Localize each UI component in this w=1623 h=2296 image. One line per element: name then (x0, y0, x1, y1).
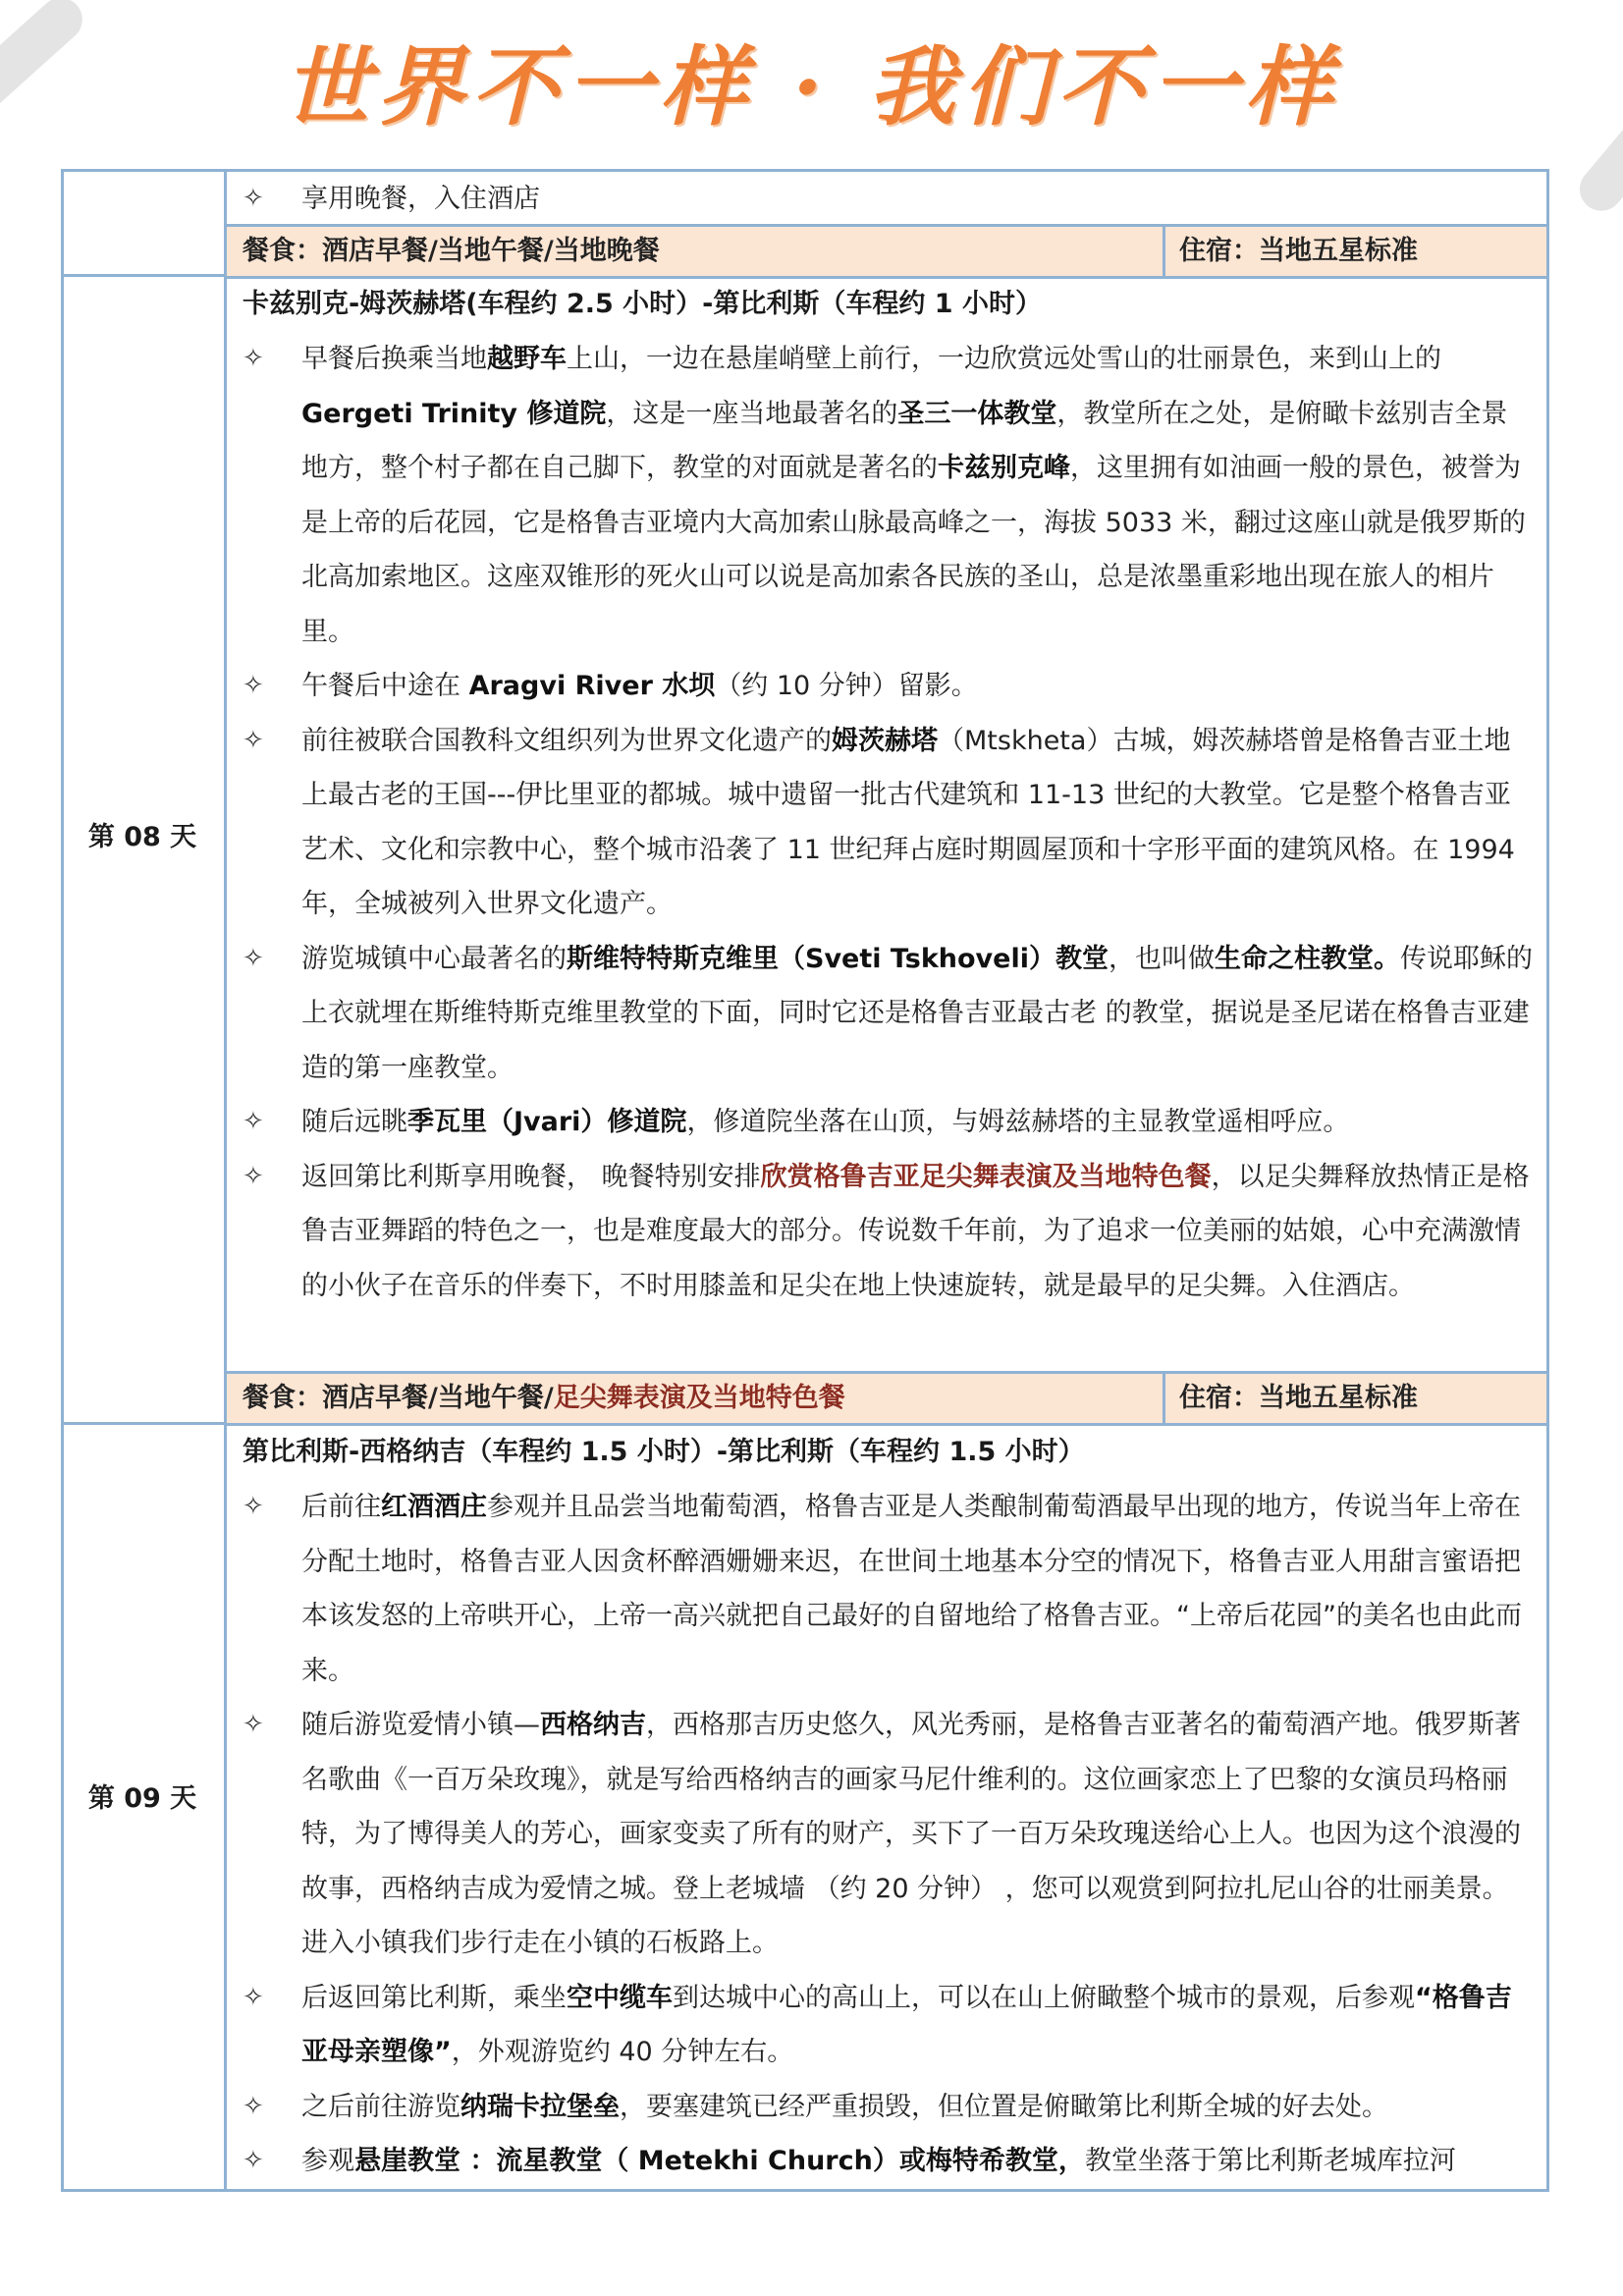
diamond-bullet-icon: ✧ (243, 1710, 264, 1739)
list-item: ✧ 后前往红酒酒庄参观并且品尝当地葡萄酒，格鲁吉亚是人类酿制葡萄酒最早出现的地方，传说当年上帝在分配土地时，格鲁吉亚人因贪杯醉酒姗姗来迟，在世间土地基本分空的情况下，格鲁吉亚人用甜言蜜语把本该发怒的上帝哄开心，上帝一高兴就把自己最好的自留地给了格鲁吉亚。“上帝后花园”的美名也由此而来。 (227, 1480, 1546, 1698)
meals-label: 餐食：酒店早餐/当地午餐/足尖舞表演及当地特色餐 (243, 1383, 845, 1413)
diamond-bullet-icon: ✧ (243, 943, 264, 973)
day08-content (227, 277, 1546, 1313)
day-cell-empty (61, 169, 227, 277)
diamond-bullet-icon: ✧ (243, 671, 264, 700)
list-item: ✧ 早餐后换乘当地越野车上山，一边在悬崖峭壁上前行，一边欣赏远处雪山的壮丽景色，来到山上的Gergeti Trinity 修道院，这是一座当地最著名的圣三一体教堂，教堂所在之处，是俯瞰卡兹别吉全景地方，整个村子都在自己脚下，教堂的对面就是著名的卡兹别克峰，这里拥有如油画一般的景色，被誉为是上帝的后花园，它是格鲁吉亚境内大高加索山脉最高峰之一，海拔 5033 米，翻过这座山就是俄罗斯的北高加索地区。这座双锥形的死火山可以说是高加索各民族的圣山，总是浓墨重彩地出现在旅人的相片里。 (227, 332, 1546, 659)
lodging-label: 住宿：当地五星标准 (1179, 236, 1418, 266)
list-item: ✧ 返回第比利斯享用晚餐， 晚餐特别安排欣赏格鲁吉亚足尖舞表演及当地特色餐，以足尖舞释放热情正是格鲁吉亚舞蹈的特色之一，也是难度最大的部分。传说数千年前，为了追求一位美丽的姑娘，心中充满激情的小伙子在音乐的伴奏下，不时用膝盖和足尖在地上快速旋转，就是最早的足尖舞。入住酒店。 (227, 1150, 1546, 1314)
list-item: ✧ 前往被联合国教科文组织列为世界文化遗产的姆茨赫塔（Mtskheta）古城，姆茨赫塔曾是格鲁吉亚土地上最古老的王国---伊比里亚的都城。城中遗留一批古代建筑和 11-13 世纪的大教堂。它是整个格鲁吉亚艺术、文化和宗教中心，整个城市沿袭了 11 世纪拜占庭时期圆屋顶和十字形平面的建筑风格。在 1994 年，全城被列入世界文化遗产。 (227, 714, 1546, 932)
route-title: 第比利斯-西格纳吉（车程约 1.5 小时）-第比利斯（车程约 1.5 小时） (243, 1437, 1085, 1467)
diamond-bullet-icon: ✧ (243, 184, 264, 213)
list-item: ✧ 后返回第比利斯，乘坐空中缆车到达城中心的高山上，可以在山上俯瞰整个城市的景观，后参观“格鲁吉亚母亲塑像”，外观游览约 40 分钟左右。 (227, 1971, 1546, 2080)
itinerary-table (61, 169, 1549, 2192)
diamond-bullet-icon: ✧ (243, 2146, 264, 2175)
top-content (227, 172, 1546, 227)
diamond-bullet-icon: ✧ (243, 1107, 264, 1136)
day09-content (227, 1425, 1546, 2189)
diamond-bullet-icon: ✧ (243, 344, 264, 373)
meals-label: 餐食：酒店早餐/当地午餐/当地晚餐 (243, 236, 660, 266)
route-title: 卡兹别克-姆茨赫塔(车程约 2.5 小时）-第比利斯（车程约 1 小时） (243, 289, 1042, 319)
diamond-bullet-icon: ✧ (243, 2091, 264, 2121)
list-item: ✧ 之后前往游览纳瑞卡拉堡垒，要塞建筑已经严重损毁，但位置是俯瞰第比利斯全城的好去处。 (227, 2080, 1546, 2135)
diamond-bullet-icon: ✧ (243, 1161, 264, 1191)
meal-row (227, 224, 1546, 279)
day-label: 第 09 天 (87, 1783, 197, 1814)
list-item: ✧ 参观悬崖教堂 ：流星教堂（ Metekhi Church）或梅特希教堂，教堂坐落于第比利斯老城库拉河 (227, 2134, 1546, 2189)
diamond-bullet-icon: ✧ (243, 1982, 264, 2012)
list-item: ✧ 游览城镇中心最著名的斯维特特斯克维里（Sveti Tskhoveli）教堂，也叫做生命之柱教堂。传说耶稣的上衣就埋在斯维特斯克维里教堂的下面，同时它还是格鲁吉亚最古老 的教堂，据说是圣尼诺在格鲁吉亚建造的第一座教堂。 (227, 932, 1546, 1096)
diamond-bullet-icon: ✧ (243, 725, 264, 755)
lodging-label: 住宿：当地五星标准 (1179, 1383, 1418, 1413)
page-title: 世界不一样 · 我们不一样 (283, 35, 1340, 137)
list-item: ✧ 享用晚餐，入住酒店 (227, 172, 1546, 227)
list-item: ✧ 随后远眺季瓦里（Jvari）修道院，修道院坐落在山顶，与姆兹赫塔的主显教堂遥相呼应。 (227, 1095, 1546, 1150)
diamond-bullet-icon: ✧ (243, 1492, 264, 1521)
list-item: ✧ 随后游览爱情小镇—西格纳吉，西格那吉历史悠久，风光秀丽，是格鲁吉亚著名的葡萄酒产地。俄罗斯著名歌曲《一百万朵玫瑰》，就是写给西格纳吉的画家马尼什维利的。这位画家恋上了巴黎的女演员玛格丽特，为了博得美人的芳心，画家变卖了所有的财产，买下了一百万朵玫瑰送给心上人。也因为这个浪漫的故事，西格纳吉成为爱情之城。登上老城墙 （约 20 分钟） ，您可以观赏到阿拉扎尼山谷的壮丽美景。进入小镇我们步行走在小镇的石板路上。 (227, 1698, 1546, 1971)
list-item: ✧ 午餐后中途在 Aragvi River 水坝（约 10 分钟）留影。 (227, 659, 1546, 714)
meal-row (227, 1371, 1546, 1426)
day-label: 第 08 天 (87, 822, 197, 852)
